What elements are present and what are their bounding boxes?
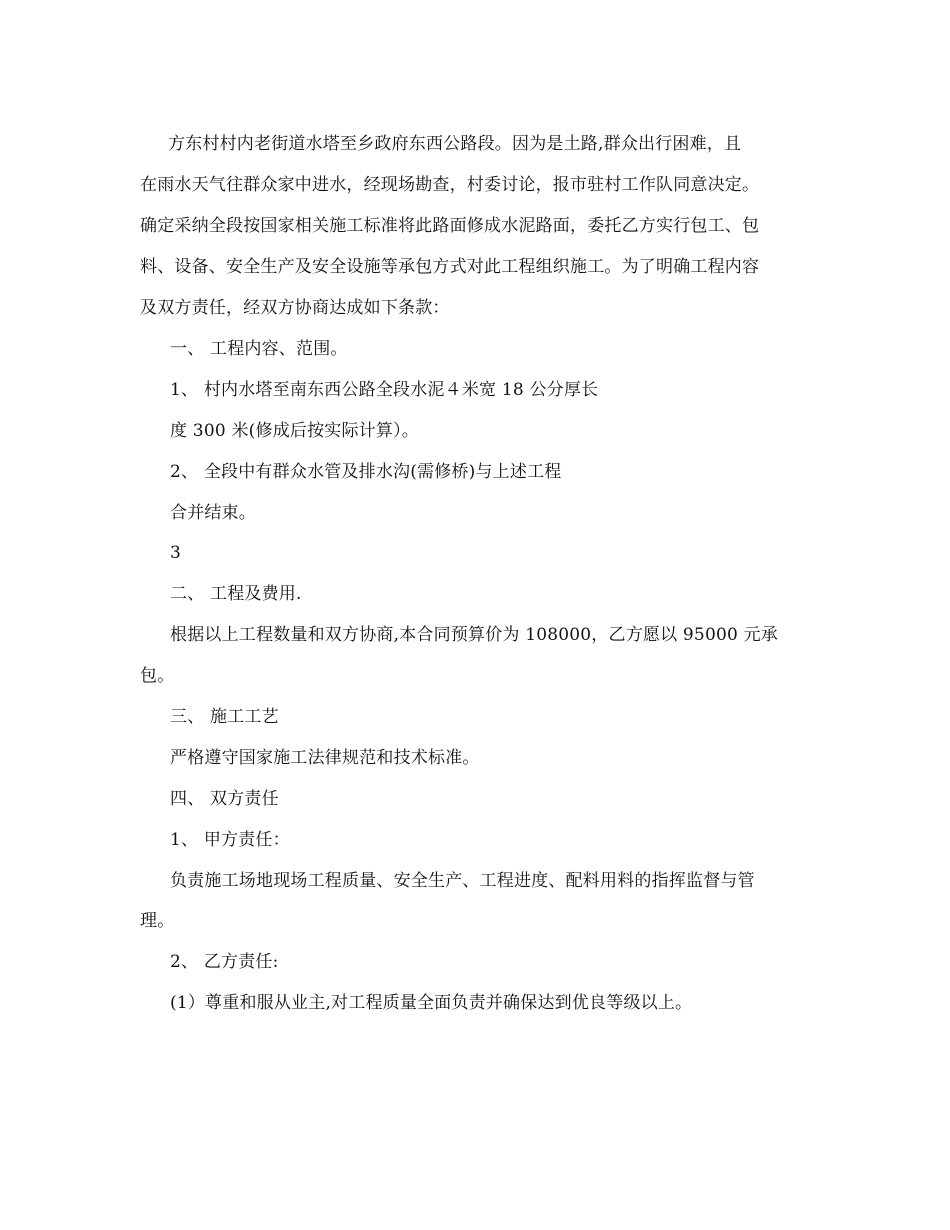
section-heading-3: 三、 施工工艺	[170, 707, 279, 727]
clause-3-number: 3	[170, 543, 182, 563]
process-paragraph: 严格遵守国家施工法律规范和技术标准。	[170, 748, 480, 768]
party-b-item-1: (1）尊重和服从业主,对工程质量全面负责并确保达到优良等级以上。	[170, 993, 693, 1013]
clause-1-line-1: 1、 村内水塔至南东西公路全段水泥４米宽 18 公分厚长	[170, 380, 599, 400]
section-heading-1: 一、 工程内容、范围。	[170, 339, 348, 359]
party-a-line-2: 理。	[140, 911, 175, 931]
paragraph-intro-line-1: 方东村村内老街道水塔至乡政府东西公路段。因为是土路,群众出行困难，且	[168, 134, 742, 154]
party-a-heading: 1、 甲方责任：	[170, 830, 290, 850]
paragraph-intro-line-3: 确定采纳全段按国家相关施工标准将此路面修成水泥路面，委托乙方实行包工、包	[140, 216, 760, 236]
section-heading-2: 二、 工程及费用.	[170, 584, 302, 604]
clause-2-line-2: 合并结束。	[170, 503, 256, 523]
paragraph-intro-line-2: 在雨水天气往群众家中进水，经现场勘查，村委讨论，报市驻村工作队同意决定。	[140, 175, 760, 195]
clause-1-line-2: 度 300 米(修成后按实际计算）。	[170, 421, 419, 441]
paragraph-intro-line-5: 及双方责任，经双方协商达成如下条款：	[140, 298, 450, 318]
section-heading-4: 四、 双方责任	[170, 789, 279, 809]
party-a-line-1: 负责施工场地现场工程质量、安全生产、工程进度、配料用料的指挥监督与管	[170, 871, 755, 891]
cost-paragraph-line-1: 根据以上工程数量和双方协商,本合同预算价为 108000，乙方愿以 95000 元承	[170, 625, 778, 645]
party-b-heading: 2、 乙方责任:	[170, 952, 279, 972]
clause-2-line-1: 2、 全段中有群众水管及排水沟(需修桥)与上述工程	[170, 462, 562, 482]
paragraph-intro-line-4: 料、设备、安全生产及安全设施等承包方式对此工程组织施工。为了明确工程内容	[140, 257, 760, 277]
cost-paragraph-line-2: 包。	[140, 666, 175, 686]
